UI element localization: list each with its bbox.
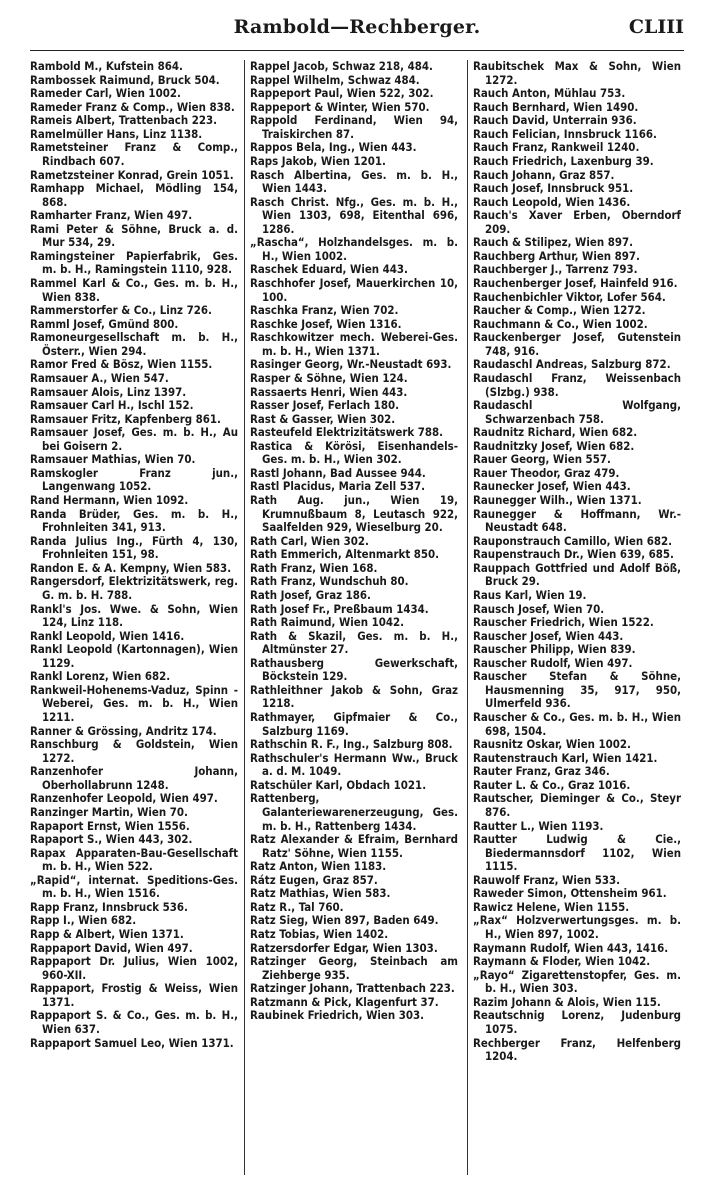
directory-entry: Raus Karl, Wien 19. (473, 587, 587, 602)
directory-entry: Rauch Bernhard, Wien 1490. (473, 99, 639, 114)
directory-entry: Rauch Johann, Graz 857. (473, 167, 615, 182)
directory-entry: Ratzersdorfer Edgar, Wien 1303. (250, 940, 438, 955)
directory-entry: Rath Josef, Graz 186. (250, 587, 371, 602)
directory-entry: Rauer Theodor, Graz 479. (473, 465, 620, 480)
directory-entry: Rath Aug. jun., Wien 19, Krumnußbaum 8, Leutasch 922, Saalfelden 929, Wieselburg 20. (250, 493, 458, 535)
directory-entry: Ranzenhofer Johann, Oberhollabrunn 1248. (30, 764, 238, 792)
directory-entry: Raunecker Josef, Wien 443. (473, 479, 631, 494)
directory-entry: Rasper & Söhne, Wien 124. (250, 370, 408, 385)
directory-entry: Rametzsteiner Konrad, Grein 1051. (30, 167, 234, 182)
directory-entry: Ramsauer Mathias, Wien 70. (30, 452, 196, 467)
directory-entry: Raschek Eduard, Wien 443. (250, 262, 408, 277)
directory-entry: Rautenstrauch Karl, Wien 1421. (473, 750, 658, 765)
directory-entry: Rauscher Josef, Wien 443. (473, 628, 624, 643)
directory-entry: Rathausberg Gewerkschaft, Böckstein 129. (250, 655, 458, 684)
directory-column-2 (250, 60, 458, 1175)
directory-entry: Rameder Carl, Wien 1002. (30, 86, 181, 101)
directory-entry: Rautscher, Dieminger & Co., Steyr 876. (473, 791, 681, 819)
directory-entry: Rasteufeld Elektrizitätswerk 788. (250, 425, 444, 440)
directory-entry: Rausch Josef, Wien 70. (473, 601, 605, 616)
directory-column-1 (30, 60, 238, 1175)
directory-entry: Rathschuler's Hermann Ww., Bruck a. d. M. 1049. (250, 750, 458, 779)
directory-entry: Raudaschl Andreas, Salzburg 872. (473, 357, 671, 372)
directory-entry: Ramsauer Carl H., Ischl 152. (30, 398, 194, 413)
directory-entry: Rauscher Rudolf, Wien 497. (473, 655, 633, 670)
directory-entry: Rastl Placidus, Maria Zell 537. (250, 479, 425, 494)
directory-entry: Ratz R., Tal 760. (250, 899, 344, 914)
directory-entry: Rauch & Stilipez, Wien 897. (473, 235, 633, 250)
directory-entry: Rauckenberger Josef, Gutenstein 748, 916. (473, 330, 681, 358)
directory-entry: Rappaport Dr. Julius, Wien 1002, 960-XII. (30, 954, 238, 982)
directory-entry: „Rax“ Holzverwertungsges. m. b. H., Wien 897, 1002. (473, 913, 681, 941)
directory-entry: Rautter Ludwig & Cie., Biedermannsdorf 1102, Wien 1115. (473, 832, 681, 874)
directory-entry: Ratschüler Karl, Obdach 1021. (250, 777, 427, 792)
directory-entry: Ramsauer Alois, Linz 1397. (30, 384, 187, 399)
directory-entry: Rapp I., Wien 682. (30, 913, 137, 928)
directory-entry: Rappaport S. & Co., Ges. m. b. H., Wien 637. (30, 1008, 238, 1036)
directory-entry: Rametsteiner Franz & Comp., Rindbach 607. (30, 140, 238, 168)
directory-entry: Ratz Anton, Wien 1183. (250, 859, 387, 874)
directory-entry: Rauch's Xaver Erben, Oberndorf 209. (473, 208, 681, 236)
directory-entry: Rauscher Stefan & Söhne, Hausmenning 35, 917, 950, Ulmerfeld 936. (473, 669, 681, 711)
directory-entry: Rasser Josef, Ferlach 180. (250, 398, 399, 413)
directory-entry: Ratz Alexander & Efraim, Bernhard Ratz' Söhne, Wien 1155. (250, 832, 458, 860)
directory-column-3 (473, 60, 681, 1175)
directory-entry: Rathmayer, Gipfmaier & Co., Salzburg 1169. (250, 710, 458, 738)
directory-entry: Rawicz Helene, Wien 1155. (473, 899, 630, 914)
directory-entry: Rath Raimund, Wien 1042. (250, 615, 404, 630)
directory-entry: Rasch Christ. Nfg., Ges. m. b. H., Wien 1303, 698, Eitenthal 696, 1286. (250, 194, 458, 236)
directory-entry: Raschhofer Josef, Mauerkirchen 10, 100. (250, 276, 458, 304)
directory-entry: Rappel Wilhelm, Schwaz 484. (250, 72, 420, 87)
directory-entry: Rappaport David, Wien 497. (30, 940, 193, 955)
directory-entry: Raschka Franz, Wien 702. (250, 303, 399, 318)
directory-entry: Raunegger Wilh., Wien 1371. (473, 493, 642, 507)
directory-entry: Rauchberg Arthur, Wien 897. (473, 248, 640, 263)
directory-entry: Rammel Karl & Co., Ges. m. b. H., Wien 838. (30, 276, 238, 304)
directory-entry: „Rayo“ Zigarettenstopfer, Ges. m. b. H., Wien 303. (473, 967, 681, 996)
directory-entry: Rappel Jacob, Schwaz 218, 484. (250, 60, 433, 73)
directory-entry: Rauch David, Unterrain 936. (473, 113, 637, 128)
directory-entry: Rapax Apparaten-Bau-Gesellschaft m. b. H., Wien 522. (30, 845, 238, 874)
directory-entry: Rath Emmerich, Altenmarkt 850. (250, 547, 440, 562)
directory-entry: Randa Brüder, Ges. m. b. H., Frohnleiten 341, 913. (30, 506, 238, 535)
column-divider (244, 60, 245, 1175)
directory-entry: Raymann Rudolf, Wien 443, 1416. (473, 940, 669, 955)
directory-entry: Razim Johann & Alois, Wien 115. (473, 994, 661, 1009)
directory-entry: Rauchenbichler Viktor, Lofer 564. (473, 289, 666, 304)
directory-entry: Rankl Lorenz, Wien 682. (30, 669, 171, 684)
directory-entry: Raubinek Friedrich, Wien 303. (250, 1008, 425, 1023)
directory-entry: Rast & Gasser, Wien 302. (250, 411, 396, 426)
directory-entry: Raschkowitzer mech. Weberei-Ges. m. b. H., Wien 1371. (250, 330, 458, 358)
directory-entry: Ramsauer Josef, Ges. m. b. H., Au bei Goisern 2. (30, 425, 238, 453)
directory-entry: „Rapid“, internat. Speditions-Ges. m. b. H., Wien 1516. (30, 872, 238, 901)
directory-entry: Ramskogler Franz jun., Langenwang 1052. (30, 465, 238, 494)
directory-entry: Rath & Skazil, Ges. m. b. H., Altmünster 27. (250, 628, 458, 657)
directory-entry: Rauch Felician, Innsbruck 1166. (473, 126, 657, 141)
directory-entry: Rath Carl, Wien 302. (250, 533, 369, 548)
directory-entry: Raucher & Comp., Wien 1272. (473, 303, 646, 318)
directory-entry: Rath Franz, Wundschuh 80. (250, 574, 409, 589)
directory-entry: Rappeport & Winter, Wien 570. (250, 99, 430, 114)
directory-entry: Raudnitzky Josef, Wien 682. (473, 438, 635, 453)
directory-entry: Rapp & Albert, Wien 1371. (30, 927, 184, 941)
directory-entry: Rauchberger J., Tarrenz 793. (473, 262, 638, 277)
directory-entry: Rasinger Georg, Wr.-Neustadt 693. (250, 357, 452, 372)
directory-entry: Ratzmann & Pick, Klagenfurt 37. (250, 994, 439, 1009)
directory-entry: Ramor Fred & Bösz, Wien 1155. (30, 357, 213, 372)
directory-entry: Raps Jakob, Wien 1201. (250, 153, 386, 168)
directory-entry: Rauscher Philipp, Wien 839. (473, 642, 636, 657)
directory-entry: Rauwolf Franz, Wien 533. (473, 872, 621, 887)
directory-entry: Ramsauer A., Wien 547. (30, 370, 169, 385)
directory-entry: Ratz Sieg, Wien 897, Baden 649. (250, 913, 439, 928)
directory-entry: Rastica & Körösi, Eisenhandels-Ges. m. b. H., Wien 302. (250, 438, 458, 467)
directory-entry: Ranner & Grössing, Andritz 174. (30, 723, 217, 738)
directory-entry: Raudaschl Franz, Weissenbach (Slzbg.) 938. (473, 370, 681, 399)
directory-entry: Rappaport Samuel Leo, Wien 1371. (30, 1035, 234, 1050)
directory-entry: Rátz Eugen, Graz 857. (250, 872, 378, 887)
directory-entry: Ratzinger Johann, Trattenbach 223. (250, 981, 455, 996)
directory-entry: Ramml Josef, Gmünd 800. (30, 316, 179, 331)
directory-entry: Rauch Leopold, Wien 1436. (473, 194, 631, 209)
directory-entry: Rauchmann & Co., Wien 1002. (473, 316, 648, 331)
directory-entry: Rauch Josef, Innsbruck 951. (473, 181, 634, 196)
header-rule (30, 50, 684, 51)
directory-entry: Ratzinger Georg, Steinbach am Ziehberge 935. (250, 954, 458, 982)
directory-entry: Rambossek Raimund, Bruck 504. (30, 72, 220, 87)
directory-entry: Ramhapp Michael, Mödling 154, 868. (30, 181, 238, 209)
directory-entry: Raunegger & Hoffmann, Wr.-Neustadt 648. (473, 506, 681, 535)
directory-entry: Ranzinger Martin, Wien 70. (30, 804, 188, 819)
page-number: CLIII (628, 16, 684, 38)
directory-entry: Rassaerts Henri, Wien 443. (250, 384, 408, 399)
directory-entry: Rambold M., Kufstein 864. (30, 60, 183, 73)
directory-entry: Raymann & Floder, Wien 1042. (473, 954, 651, 969)
directory-entry: Rangersdorf, Elektrizitätswerk, reg. G. m. b. H. 788. (30, 574, 238, 602)
directory-entry: Rauponstrauch Camillo, Wien 682. (473, 533, 673, 548)
directory-entry: Raweder Simon, Ottensheim 961. (473, 886, 667, 901)
directory-entry: Rankl Leopold, Wien 1416. (30, 628, 185, 643)
directory-entry: Rappeport Paul, Wien 522, 302. (250, 86, 434, 101)
directory-entry: Ratz Mathias, Wien 583. (250, 886, 391, 901)
directory-entry: Rausnitz Oskar, Wien 1002. (473, 737, 631, 752)
directory-entry: Rauer Georg, Wien 557. (473, 452, 611, 467)
directory-entry: Rapaport S., Wien 443, 302. (30, 832, 193, 847)
directory-entry: Rankweil-Hohenems-Vaduz, Spinn - Weberei, Ges. m. b. H., Wien 1211. (30, 682, 238, 724)
directory-entry: Rapaport Ernst, Wien 1556. (30, 818, 190, 833)
directory-entry: Rauch Friedrich, Laxenburg 39. (473, 153, 654, 168)
directory-entry: Rathschin R. F., Ing., Salzburg 808. (250, 737, 453, 752)
directory-entry: Raudaschl Wolfgang, Schwarzenbach 758. (473, 398, 681, 426)
directory-entry: Raschke Josef, Wien 1316. (250, 316, 402, 331)
directory-entry: Rauch Franz, Rankweil 1240. (473, 140, 640, 155)
directory-entry: Raubitschek Max & Sohn, Wien 1272. (473, 60, 681, 87)
directory-entry: Ratz Tobias, Wien 1402. (250, 927, 389, 941)
directory-entry: Rand Hermann, Wien 1092. (30, 493, 189, 507)
page-title: Rambold—Rechberger. (233, 16, 481, 38)
directory-entry: Ramoneurgesellschaft m. b. H., Österr., Wien 294. (30, 330, 238, 358)
directory-entry: Rappaport, Frostig & Weiss, Wien 1371. (30, 981, 238, 1009)
directory-entry: Ramsauer Fritz, Kapfenberg 861. (30, 411, 221, 426)
directory-entry: Rautter L., Wien 1193. (473, 818, 604, 833)
directory-entry: Rameder Franz & Comp., Wien 838. (30, 99, 235, 114)
directory-columns (30, 60, 686, 1175)
directory-entry: Rattenberg, Galanteriewarenerzeugung, Ges. m. b. H., Rattenberg 1434. (250, 791, 458, 833)
directory-entry: Ramharter Franz, Wien 497. (30, 208, 193, 223)
directory-entry: Rath Franz, Wien 168. (250, 560, 378, 575)
directory-entry: Rath Josef Fr., Preßbaum 1434. (250, 601, 429, 616)
directory-entry: Rauscher Friedrich, Wien 1522. (473, 615, 654, 630)
directory-entry: Rankl's Jos. Wwe. & Sohn, Wien 124, Linz 118. (30, 601, 238, 630)
directory-entry: Rappold Ferdinand, Wien 94, Traiskirchen 87. (250, 113, 458, 141)
directory-entry: Raudnitz Richard, Wien 682. (473, 425, 638, 440)
directory-entry: Rauchenberger Josef, Hainfeld 916. (473, 276, 678, 290)
directory-entry: Rathleithner Jakob & Sohn, Graz 1218. (250, 682, 458, 711)
directory-entry: Rameis Albert, Trattenbach 223. (30, 113, 217, 128)
directory-entry: Rappos Bela, Ing., Wien 443. (250, 140, 417, 155)
directory-entry: Ramelmüller Hans, Linz 1138. (30, 126, 203, 141)
directory-entry: Rauscher & Co., Ges. m. b. H., Wien 698, 1504. (473, 710, 681, 738)
directory-entry: Randon E. & A. Kempny, Wien 583. (30, 560, 232, 575)
directory-entry: „Rascha“, Holzhandelsges. m. b. H., Wien 1002. (250, 235, 458, 263)
directory-entry: Reautschnig Lorenz, Judenburg 1075. (473, 1008, 681, 1036)
directory-entry: Raupenstrauch Dr., Wien 639, 685. (473, 547, 674, 562)
directory-entry: Ranschburg & Goldstein, Wien 1272. (30, 737, 238, 765)
directory-entry: Rauppach Gottfried und Adolf Böß, Bruck 29. (473, 560, 681, 589)
directory-entry: Rasch Albertina, Ges. m. b. H., Wien 1443. (250, 167, 458, 196)
directory-entry: Rastl Johann, Bad Aussee 944. (250, 465, 426, 480)
directory-entry: Randa Julius Ing., Fürth 4, 130, Frohnleiten 151, 98. (30, 533, 238, 562)
directory-entry: Rammerstorfer & Co., Linz 726. (30, 303, 212, 318)
directory-entry: Ranzenhofer Leopold, Wien 497. (30, 791, 218, 806)
directory-entry: Rauch Anton, Mühlau 753. (473, 86, 626, 101)
directory-entry: Rapp Franz, Innsbruck 536. (30, 899, 188, 914)
directory-entry: Ramingsteiner Papierfabrik, Ges. m. b. H., Ramingstein 1110, 928. (30, 248, 238, 277)
directory-entry: Rauter Franz, Graz 346. (473, 764, 610, 779)
directory-entry: Rami Peter & Söhne, Bruck a. d. Mur 534, 29. (30, 221, 238, 250)
directory-entry: Rauter L. & Co., Graz 1016. (473, 777, 631, 792)
directory-entry: Rechberger Franz, Helfenberg 1204. (473, 1035, 681, 1064)
directory-entry: Rankl Leopold (Kartonnagen), Wien 1129. (30, 642, 238, 670)
page-header (30, 10, 684, 50)
column-divider (467, 60, 468, 1175)
